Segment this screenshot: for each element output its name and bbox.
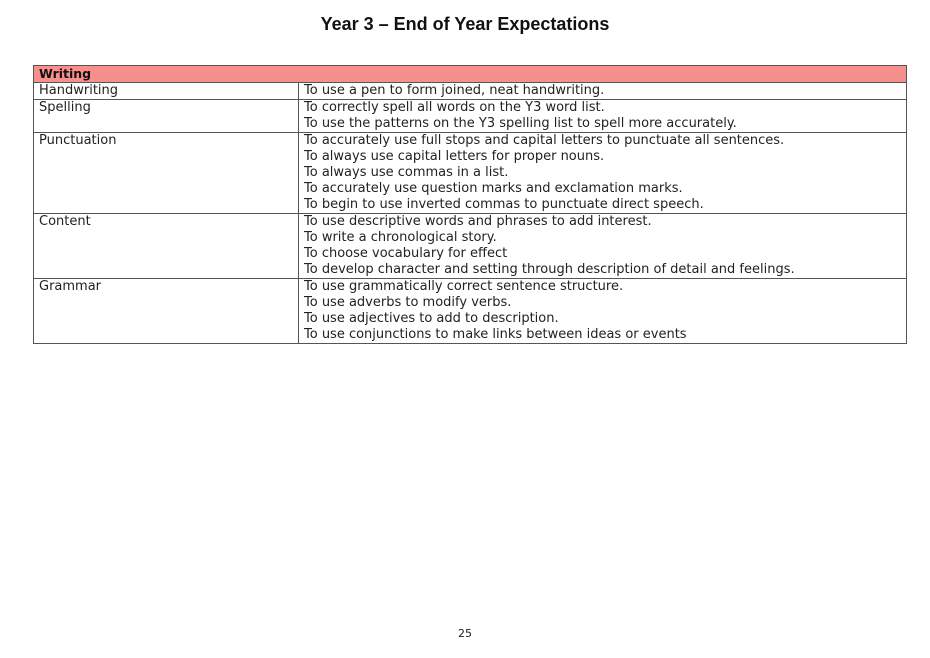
expectation-line: To always use commas in a list. [304, 165, 509, 180]
page-number: 25 [458, 627, 472, 640]
expectation-line: To develop character and setting through description of detail and feelings. [304, 262, 795, 277]
expectation-line: To use grammatically correct sentence structure. [304, 279, 624, 294]
expectations-cell [299, 83, 907, 100]
area-cell: Content [34, 214, 299, 279]
expectations-table [33, 65, 907, 344]
expectations-cell [299, 214, 907, 279]
table-row [34, 279, 907, 344]
expectation-line: To use a pen to form joined, neat handwriting. [304, 83, 605, 98]
section-title: Writing [34, 66, 907, 83]
expectation-line: To use adverbs to modify verbs. [304, 295, 512, 310]
expectation-line: To correctly spell all words on the Y3 word list. [304, 100, 605, 115]
expectation-line: To always use capital letters for proper nouns. [304, 149, 605, 164]
area-cell: Handwriting [34, 83, 299, 100]
expectation-line: To use conjunctions to make links between ideas or events [304, 327, 687, 342]
expectation-line: To write a chronological story. [304, 230, 497, 245]
area-cell: Punctuation [34, 133, 299, 214]
area-cell: Spelling [34, 100, 299, 133]
expectation-line: To use the patterns on the Y3 spelling list to spell more accurately. [304, 116, 737, 131]
expectation-line: To use adjectives to add to description. [304, 311, 559, 326]
expectations-cell [299, 133, 907, 214]
table-row [34, 133, 907, 214]
expectation-line: To use descriptive words and phrases to add interest. [304, 214, 652, 229]
page-title: Year 3 – End of Year Expectations [320, 14, 610, 34]
expectations-cell [299, 100, 907, 133]
expectation-line: To begin to use inverted commas to punctuate direct speech. [304, 197, 704, 212]
table-row [34, 214, 907, 279]
expectations-cell [299, 279, 907, 344]
area-cell: Grammar [34, 279, 299, 344]
expectation-line: To choose vocabulary for effect [304, 246, 508, 261]
section-header-row [34, 66, 907, 83]
expectation-line: To accurately use full stops and capital letters to punctuate all sentences. [304, 133, 785, 148]
table-row [34, 83, 907, 100]
table-row [34, 100, 907, 133]
expectation-line: To accurately use question marks and exclamation marks. [304, 181, 683, 196]
